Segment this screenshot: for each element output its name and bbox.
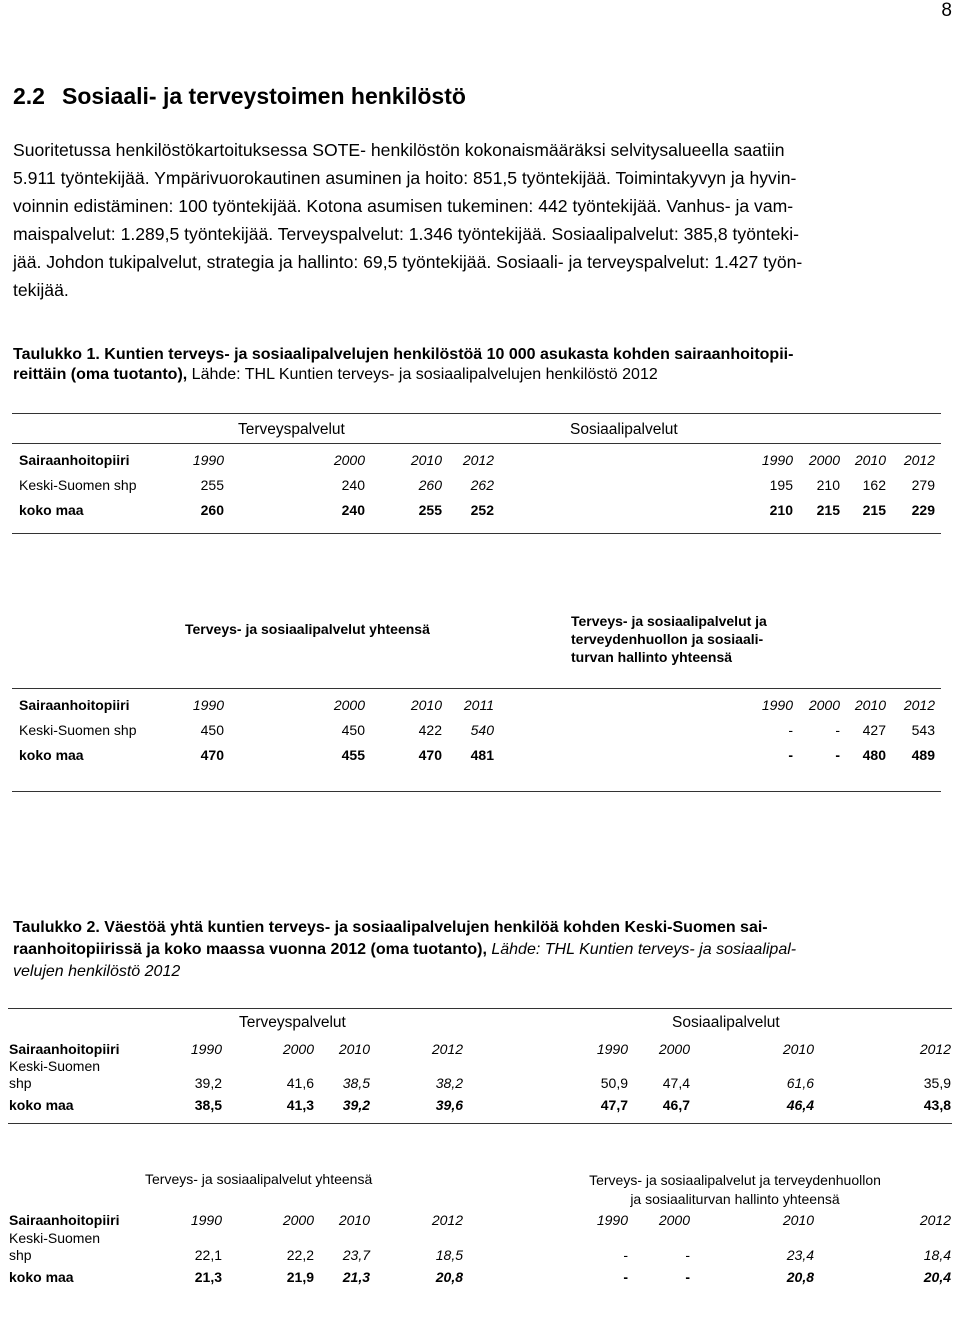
paragraph-line: maispalvelut: 1.289,5 työntekijää. Terveyspalvelut: 1.346 työntekijää. Sosiaalipalvelut: 385,8 työnteki- [13,224,799,244]
table2-caption-line2: raanhoitopiirissä ja koko maassa vuonna 2012 (oma tuotanto), [13,941,487,958]
table-cell: 23,7 [342,1247,370,1263]
table2-group-social: Sosiaalipalvelut [672,1014,780,1031]
table1-group-social: Sosiaalipalvelut [570,421,678,438]
table-cell: 39,2 [342,1097,370,1113]
table-cell: 210 [816,477,840,493]
table-cell: 39,2 [194,1075,222,1091]
column-header-year: 1990 [192,452,224,468]
table-cell: 41,6 [286,1075,314,1091]
table-cell: 215 [862,502,886,518]
column-header-year: 2010 [854,452,886,468]
table-cell: 450 [341,722,365,738]
table-cell: 215 [816,502,840,518]
column-header-year: 1990 [190,1212,222,1228]
table-cell: 195 [769,477,793,493]
table1-caption-line1: Taulukko 1. Kuntien terveys- ja sosiaalipalvelujen henkilöstöä 10 000 asukasta kohden sairaanhoitopii- [13,346,794,363]
table-cell: 38,5 [194,1097,222,1113]
table-cell: 38,5 [342,1075,370,1091]
table-rule [12,688,941,689]
row-label: koko maa [19,502,84,518]
column-header-year: 2012 [431,1041,463,1057]
column-header-year: 1990 [761,452,793,468]
header-line: turvan hallinto yhteensä [571,649,733,665]
column-header-year: 2012 [903,697,935,713]
header-line: ja sosiaaliturvan hallinto yhteensä [630,1191,840,1207]
column-header-year: 2000 [808,452,840,468]
row-label: Keski-Suomen [9,1058,101,1074]
table-cell: 260 [418,477,442,493]
table-cell: 46,7 [662,1097,690,1113]
paragraph-line: voinnin edistäminen: 100 työntekijää. Kotona asumisen tukeminen: 442 työntekijää. Vanhus- ja vam- [13,196,794,216]
table-cell: - [788,722,793,738]
header-line: terveydenhuollon ja sosiaali- [571,631,764,647]
row-label: koko maa [9,1097,74,1113]
column-header-year: 2012 [903,452,935,468]
header-line: Terveys- ja sosiaalipalvelut ja [571,613,767,629]
table-cell: 20,8 [786,1269,814,1285]
table-cell: - [685,1269,690,1285]
table1-caption-line2: reittäin (oma tuotanto), [13,366,188,383]
table-cell: 455 [341,747,365,763]
column-header-label: Sairaanhoitopiiri [19,697,130,713]
table1-group-health: Terveyspalvelut [238,421,345,438]
row-label: koko maa [19,747,84,763]
table-cell: 470 [418,747,442,763]
paragraph-line: 5.911 työntekijää. Ympärivuorokautinen asuminen ja hoito: 851,5 työntekijää. Toimintakyvyn ja hyvin- [13,168,797,188]
table-cell: 255 [418,502,442,518]
table-cell: 50,9 [600,1075,628,1091]
table-cell: 240 [341,477,365,493]
table-rule [12,533,941,534]
table1-group-total-admin [571,612,767,666]
table-cell: - [788,747,793,763]
table2-caption-line1: Taulukko 2. Väestöä yhtä kuntien terveys- ja sosiaalipalvelujen henkilöä kohden Keski-Suomen sai- [13,919,768,936]
table-cell: 422 [418,722,442,738]
column-header-year: 2010 [782,1041,814,1057]
table-cell: 18,5 [435,1247,463,1263]
paragraph-line: tekijää. [13,280,69,300]
table-cell: 18,4 [923,1247,951,1263]
table-cell: 255 [200,477,224,493]
table-rule [12,791,941,792]
intro-paragraph [13,136,953,304]
table-cell: 21,9 [286,1269,314,1285]
column-header-year: 2000 [658,1212,690,1228]
row-label: koko maa [9,1269,74,1285]
table-cell: 279 [911,477,935,493]
paragraph-line: jää. Johdon tukipalvelut, strategia ja hallinto: 69,5 työntekijää. Sosiaali- ja terveyspalvelut: 1.427 työn- [13,252,803,272]
section-heading [13,83,466,110]
table1-caption-source: Lähde: THL Kuntien terveys- ja sosiaalipalvelujen henkilöstö 2012 [187,366,658,383]
table-cell: 260 [200,502,224,518]
table-cell: 450 [200,722,224,738]
section-title: Sosiaali- ja terveystoimen henkilöstö [61,83,466,109]
table-cell: 427 [862,722,886,738]
column-header-year: 1990 [596,1041,628,1057]
table-cell: - [623,1269,628,1285]
table2-caption-source: Lähde: THL Kuntien terveys- ja sosiaalipal- [486,941,797,958]
table-cell: 22,1 [194,1247,222,1263]
table-cell: 21,3 [342,1269,370,1285]
table2-caption [13,917,796,983]
column-header-year: 2000 [658,1041,690,1057]
table-cell: 481 [470,747,494,763]
column-header-year: 2010 [782,1212,814,1228]
column-header-year: 2000 [808,697,840,713]
table-cell: 162 [862,477,886,493]
table-cell: 21,3 [194,1269,222,1285]
column-header-year: 2012 [431,1212,463,1228]
table-cell: 543 [911,722,935,738]
row-label-cont: shp [9,1075,32,1091]
column-header-year: 2010 [410,452,442,468]
column-header-year: 2012 [919,1041,951,1057]
table2-group-total-admin [560,1171,910,1209]
column-header-year: 2010 [338,1041,370,1057]
table-cell: 240 [341,502,365,518]
column-header-year: 1990 [761,697,793,713]
table-cell: 23,4 [786,1247,814,1263]
column-header-year: 2012 [919,1212,951,1228]
table-cell: 20,4 [923,1269,951,1285]
table-cell: 61,6 [786,1075,814,1091]
row-label: Keski-Suomen shp [19,722,137,738]
table-cell: 20,8 [435,1269,463,1285]
table-rule [8,1008,952,1009]
table-cell: 252 [470,502,494,518]
table-cell: 262 [470,477,494,493]
column-header-year: 1990 [192,697,224,713]
table2-group-total: Terveys- ja sosiaalipalvelut yhteensä [145,1171,373,1187]
column-header-year: 1990 [190,1041,222,1057]
table-rule [12,443,941,444]
table-rule [8,1123,952,1124]
row-label-cont: shp [9,1247,32,1263]
row-label: Keski-Suomen [9,1230,101,1246]
table-cell: 43,8 [923,1097,951,1113]
column-header-year: 2012 [462,452,494,468]
table-cell: - [835,722,840,738]
table-cell: - [623,1247,628,1263]
row-label: Keski-Suomen shp [19,477,137,493]
table2-group-health: Terveyspalvelut [239,1014,346,1031]
column-header-year: 2000 [282,1041,314,1057]
column-header-label: Sairaanhoitopiiri [9,1212,120,1228]
table-cell: 489 [911,747,935,763]
column-header-year: 2010 [854,697,886,713]
section-number: 2.2 [13,83,45,109]
table-cell: 229 [911,502,935,518]
paragraph-line: Suoritetussa henkilöstökartoituksessa SOTE- henkilöstön kokonaismääräksi selvitysalueella saatiin [13,140,785,160]
table-cell: - [835,747,840,763]
table2-caption-line3: velujen henkilöstö 2012 [13,963,181,980]
table1-group-total: Terveys- ja sosiaalipalvelut yhteensä [185,621,430,637]
table-cell: 480 [862,747,886,763]
table-cell: 22,2 [286,1247,314,1263]
table-cell: 39,6 [435,1097,463,1113]
table-cell: 540 [470,722,494,738]
header-line: Terveys- ja sosiaalipalvelut ja terveydenhuollon [589,1172,881,1188]
table-cell: 38,2 [435,1075,463,1091]
column-header-year: 2011 [463,697,494,713]
column-header-label: Sairaanhoitopiiri [19,452,130,468]
table-cell: 210 [769,502,793,518]
table-cell: - [685,1247,690,1263]
column-header-year: 2000 [333,697,365,713]
column-header-year: 2010 [338,1212,370,1228]
page-number: 8 [941,0,952,21]
table-cell: 470 [200,747,224,763]
column-header-year: 2000 [282,1212,314,1228]
table-cell: 47,4 [662,1075,690,1091]
table-cell: 47,7 [600,1097,628,1113]
column-header-label: Sairaanhoitopiiri [9,1041,120,1057]
table-cell: 41,3 [286,1097,314,1113]
table-cell: 35,9 [923,1075,951,1091]
column-header-year: 1990 [596,1212,628,1228]
column-header-year: 2000 [333,452,365,468]
table-rule [12,413,941,414]
column-header-year: 2010 [410,697,442,713]
table-cell: 46,4 [786,1097,814,1113]
table1-caption [13,345,793,385]
